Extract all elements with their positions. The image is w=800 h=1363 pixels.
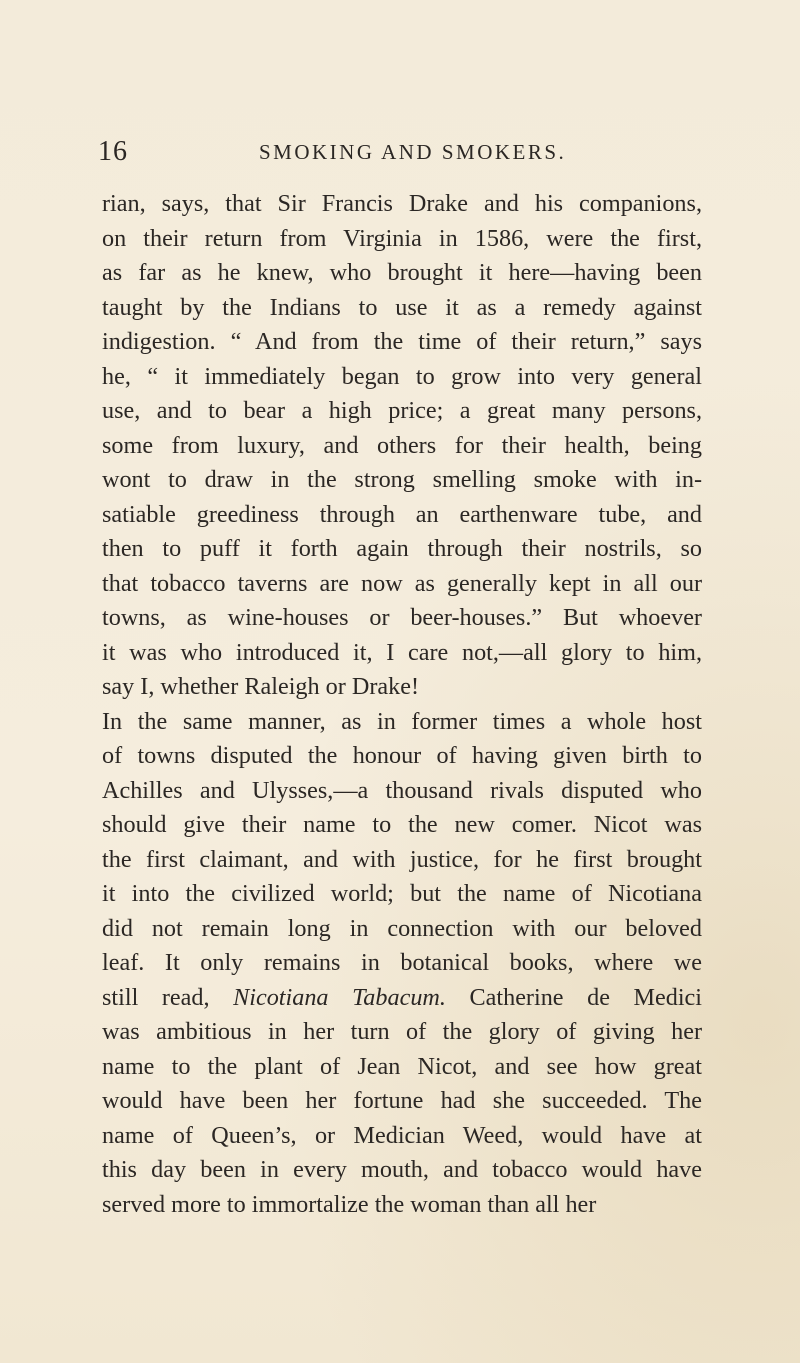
text-line: would have been her fortune had she succeeded. The bbox=[102, 1087, 702, 1114]
text-fragment: Catherine de Medici bbox=[469, 983, 702, 1011]
text-line: of towns disputed the honour of having given birth to bbox=[102, 742, 702, 769]
text-line: on their return from Virginia in 1586, were the first, bbox=[102, 224, 702, 252]
text-line: was ambitious in her turn of the glory of giving her bbox=[102, 1018, 702, 1045]
text-line: say I, whether Raleigh or Drake! bbox=[102, 673, 420, 700]
text-line: satiable greediness through an earthenware tube, and bbox=[102, 500, 702, 528]
page-number: 16 bbox=[98, 136, 128, 167]
text-line: use, and to bear a high price; a great many persons, bbox=[102, 397, 702, 424]
text-line: the first claimant, and with justice, for he first brought bbox=[102, 845, 702, 873]
text-line: as far as he knew, who brought it here—having been bbox=[102, 259, 702, 286]
text-line: did not remain long in connection with our beloved bbox=[102, 914, 702, 942]
text-line: towns, as wine-houses or beer-houses.” But whoever bbox=[102, 604, 702, 631]
text-line: rian, says, that Sir Francis Drake and his companions, bbox=[102, 190, 702, 217]
text-line: it into the civilized world; but the name of Nicotiana bbox=[102, 880, 702, 907]
text-line: he, “ it immediately began to grow into very general bbox=[102, 362, 702, 390]
text-line: indigestion. “ And from the time of their return,” says bbox=[102, 328, 702, 355]
running-head: SMOKING AND SMOKERS. bbox=[259, 140, 567, 164]
text-line: name to the plant of Jean Nicot, and see how great bbox=[102, 1052, 702, 1080]
italic-botanical-name: Nicotiana Tabacum. bbox=[233, 983, 446, 1011]
text-line: wont to draw in the strong smelling smoke with in- bbox=[102, 466, 702, 493]
text-line: it was who introduced it, I care not,—all glory to him, bbox=[102, 638, 702, 666]
text-line: should give their name to the new comer. Nicot was bbox=[102, 811, 702, 838]
text-line: served more to immortalize the woman than all her bbox=[102, 1190, 597, 1218]
text-line: taught by the Indians to use it as a remedy against bbox=[102, 293, 702, 321]
text-fragment: still read, bbox=[102, 983, 210, 1011]
text-line: some from luxury, and others for their health, being bbox=[102, 431, 702, 459]
text-line: Achilles and Ulysses,—a thousand rivals disputed who bbox=[102, 776, 702, 804]
text-line: this day been in every mouth, and tobacco would have bbox=[102, 1156, 702, 1183]
text-line: In the same manner, as in former times a whole host bbox=[102, 707, 702, 735]
text-line: leaf. It only remains in botanical books, where we bbox=[102, 949, 702, 976]
body-text bbox=[102, 187, 702, 1222]
text-line: then to puff it forth again through their nostrils, so bbox=[102, 535, 702, 562]
text-line: that tobacco taverns are now as generally kept in all our bbox=[102, 569, 702, 597]
text-line: name of Queen’s, or Medician Weed, would have at bbox=[102, 1121, 702, 1149]
page-header bbox=[98, 136, 700, 172]
text-line-with-italic bbox=[102, 981, 702, 1016]
